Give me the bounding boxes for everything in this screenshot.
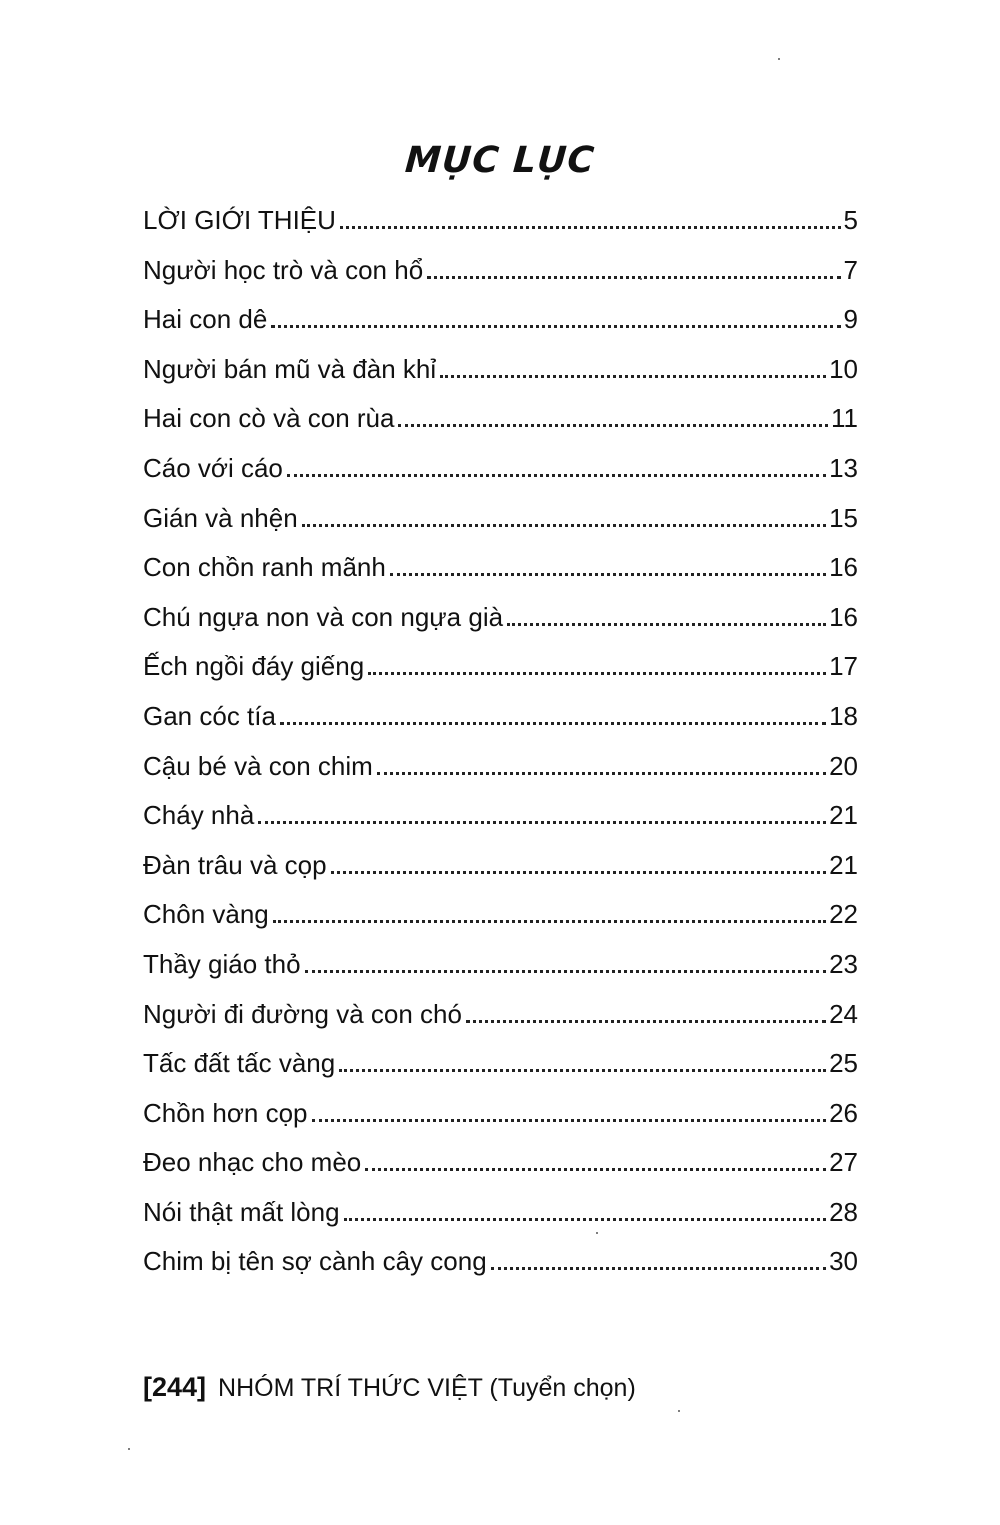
toc-entry-page: 10: [829, 353, 858, 384]
toc-entry: [143, 692, 858, 742]
toc-entry: [143, 196, 858, 246]
toc-entry-title: Hai con dê: [143, 304, 268, 335]
footer-text: NHÓM TRÍ THỨC VIỆT (Tuyển chọn): [218, 1374, 636, 1402]
toc-dot-leader: [390, 573, 826, 576]
toc-entry-title: Người đi đường và con chó: [143, 998, 462, 1029]
toc-entry-page: 7: [843, 254, 858, 285]
toc-dot-leader: [280, 722, 826, 725]
toc-entry: [143, 841, 858, 891]
toc-entry-title: Đeo nhạc cho mèo: [143, 1147, 362, 1178]
toc-dot-leader: [427, 276, 840, 279]
toc-dot-leader: [273, 920, 826, 923]
toc-entry: [143, 444, 858, 494]
toc-dot-leader: [312, 1119, 827, 1122]
toc-dot-leader: [339, 1069, 826, 1072]
page-footer: [143, 1372, 636, 1403]
toc-dot-leader: [368, 672, 826, 675]
toc-entry-page: 18: [829, 700, 858, 731]
toc-entry-title: Gan cóc tía: [143, 700, 276, 731]
toc-dot-leader: [377, 772, 826, 775]
toc-dot-leader: [340, 226, 841, 229]
scan-speck: [596, 1232, 598, 1234]
toc-entry: [143, 890, 858, 940]
toc-entry: [143, 742, 858, 792]
toc-entry-title: Nói thật mất lòng: [143, 1196, 340, 1227]
toc-entry-page: 27: [829, 1147, 858, 1178]
toc-entry: [143, 1039, 858, 1089]
toc-entry-title: LỜI GIỚI THIỆU: [143, 205, 336, 235]
toc-entry: [143, 1089, 858, 1139]
scan-speck: [678, 1410, 680, 1412]
scan-speck: [128, 1448, 130, 1450]
toc-entry-title: Cậu bé và con chim: [143, 750, 373, 781]
toc-entry: [143, 394, 858, 444]
toc-entry-title: Cháy nhà: [143, 800, 255, 831]
toc-entry: [143, 1188, 858, 1238]
toc-entry-title: Chôn vàng: [143, 899, 269, 930]
toc-entry: [143, 295, 858, 345]
toc-entry-page: 5: [843, 205, 858, 235]
scan-speck: [778, 58, 780, 60]
toc-entry-title: Người bán mũ và đàn khỉ: [143, 353, 437, 384]
toc-dot-leader: [271, 325, 840, 328]
toc-entry: [143, 1237, 858, 1287]
toc-entry-title: Hai con cò và con rùa: [143, 403, 395, 434]
toc-entry-page: 20: [829, 750, 858, 781]
toc-entry: [143, 543, 858, 593]
toc-dot-leader: [305, 970, 827, 973]
toc-entry-page: 25: [829, 1048, 858, 1079]
toc-entry: [143, 1138, 858, 1188]
toc-dot-leader: [258, 821, 826, 824]
toc-dot-leader: [507, 623, 826, 626]
toc-entry-page: 23: [829, 948, 858, 979]
toc-entry-title: Chim bị tên sợ cành cây cong: [143, 1246, 487, 1277]
toc-entry: [143, 494, 858, 544]
toc-dot-leader: [344, 1218, 827, 1221]
toc-dot-leader: [331, 871, 827, 874]
toc-entry: [143, 791, 858, 841]
toc-entry-title: Đàn trâu và cọp: [143, 849, 327, 880]
toc-entry-title: Chú ngựa non và con ngựa già: [143, 601, 504, 632]
toc-entry-title: Gián và nhện: [143, 502, 298, 533]
toc-entry-page: 28: [829, 1196, 858, 1227]
toc-entry-page: 21: [829, 800, 858, 831]
page-number: [244]: [143, 1372, 207, 1402]
toc-dot-leader: [466, 1020, 826, 1023]
toc-dot-leader: [440, 375, 826, 378]
scan-speck: [640, 278, 642, 280]
toc-entry-page: 17: [829, 651, 858, 682]
toc-entry-page: 15: [829, 502, 858, 533]
toc-entry-page: 9: [843, 304, 858, 335]
toc-entry-title: Cáo với cáo: [143, 452, 283, 483]
toc-entry-title: Con chồn ranh mãnh: [143, 552, 386, 583]
toc-dot-leader: [491, 1267, 826, 1270]
toc-entry-page: 21: [829, 849, 858, 880]
toc-entry-title: Tấc đất tấc vàng: [143, 1048, 336, 1079]
toc-entry-page: 16: [829, 601, 858, 632]
toc-dot-leader: [287, 474, 826, 477]
toc-entry: [143, 593, 858, 643]
toc-entry-page: 16: [829, 552, 858, 583]
toc-entry-page: 22: [829, 899, 858, 930]
toc-entry-title: Ếch ngồi đáy giếng: [143, 651, 365, 682]
toc-dot-leader: [398, 424, 828, 427]
toc-dot-leader: [302, 524, 826, 527]
toc-entry-page: 11: [831, 403, 858, 434]
toc-entry-title: Thầy giáo thỏ: [143, 948, 301, 979]
toc-entry: [143, 246, 858, 296]
toc-entry-page: 24: [829, 998, 858, 1029]
toc-dot-leader: [365, 1168, 826, 1171]
page-title: MỤC LỤC: [403, 140, 597, 181]
toc-entry: [143, 642, 858, 692]
toc-entry-page: 30: [829, 1246, 858, 1277]
toc-entry: [143, 990, 858, 1040]
toc-entry-page: 26: [829, 1097, 858, 1128]
toc-entry-page: 13: [829, 452, 858, 483]
toc-entry-title: Người học trò và con hổ: [143, 254, 424, 285]
toc-entry: [143, 940, 858, 990]
toc-entry: [143, 345, 858, 395]
table-of-contents: [143, 196, 858, 1287]
toc-entry-title: Chồn hơn cọp: [143, 1097, 308, 1128]
